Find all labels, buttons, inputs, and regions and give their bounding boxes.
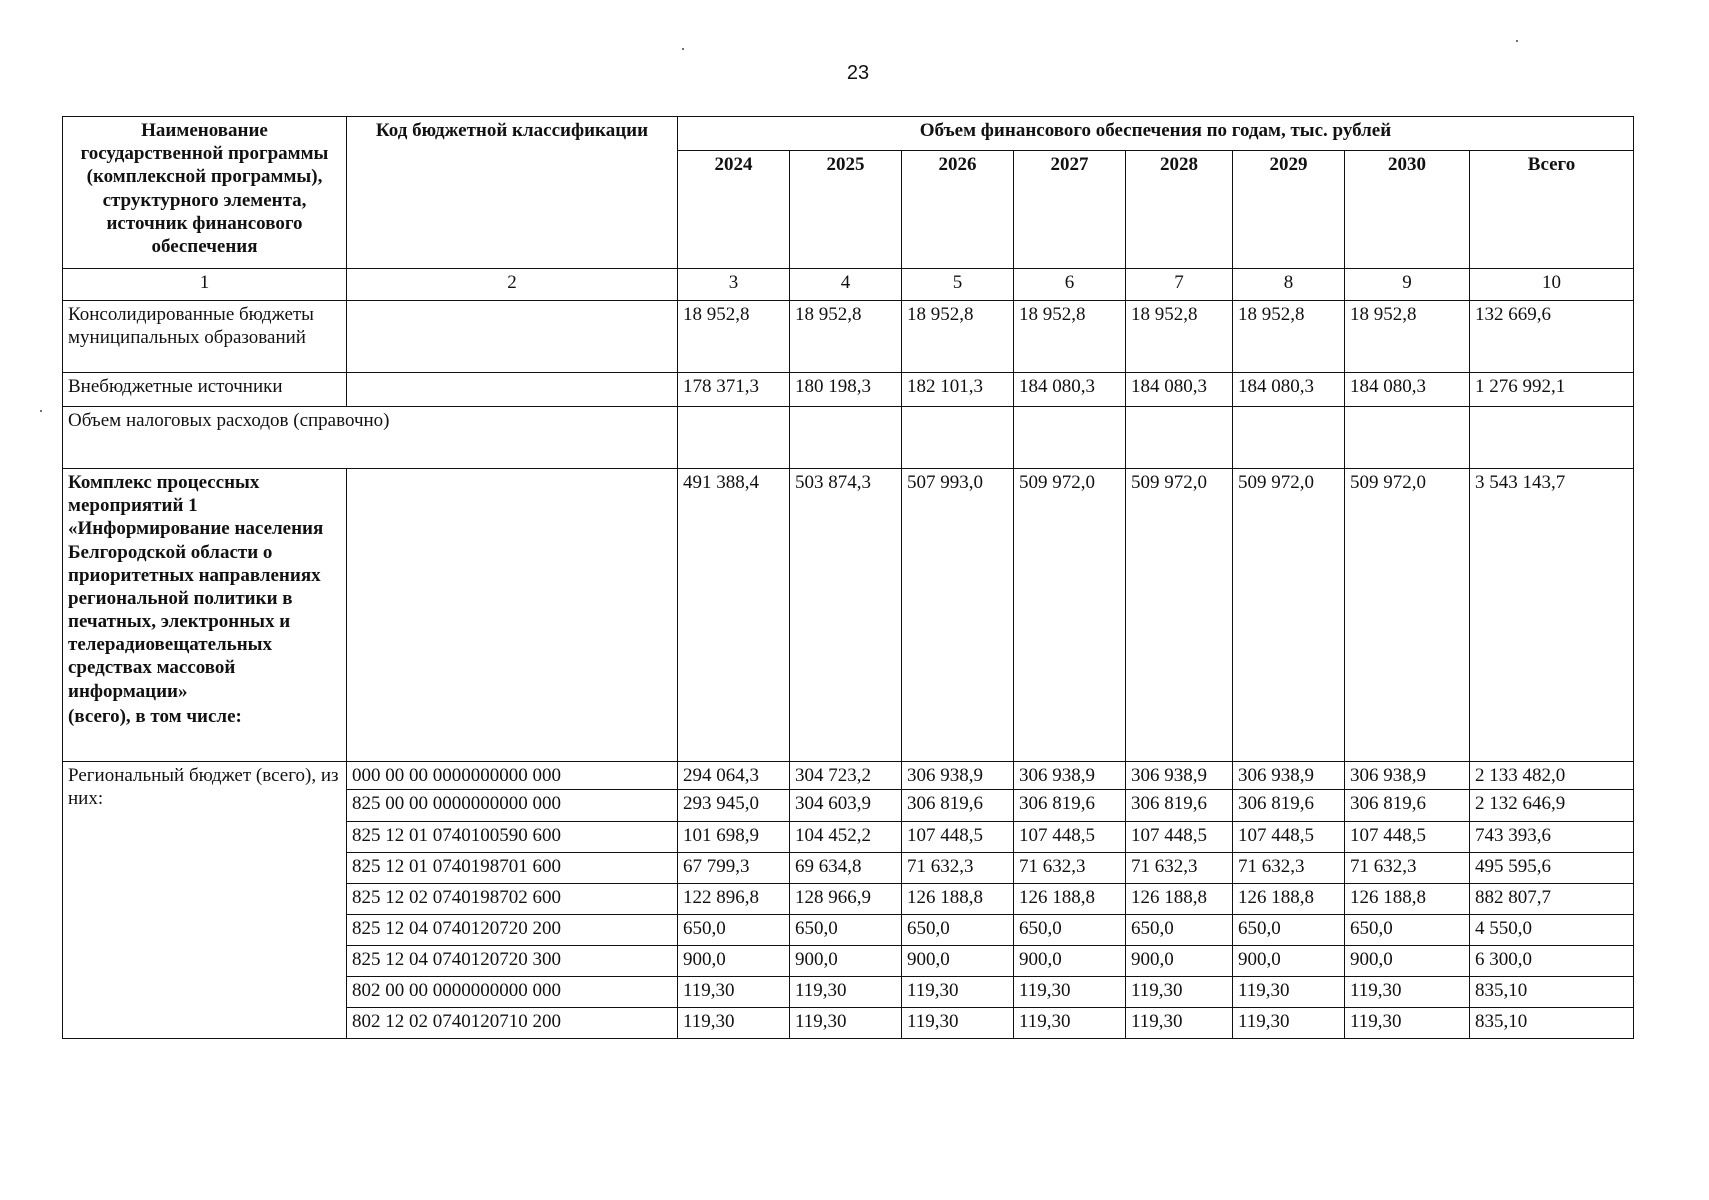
value-cell: 71 632,3 — [1126, 853, 1233, 884]
value-cell: 1 276 992,1 — [1470, 373, 1634, 407]
value-cell: 67 799,3 — [678, 853, 790, 884]
value-cell: 119,30 — [1233, 977, 1345, 1008]
year-header: 2030 — [1345, 151, 1470, 269]
budget-code: 825 12 01 0740100590 600 — [347, 822, 678, 853]
value-cell: 6 300,0 — [1470, 946, 1634, 977]
value-cell: 119,30 — [1014, 977, 1126, 1008]
value-cell: 306 819,6 — [1345, 790, 1470, 822]
scan-speck — [1516, 40, 1518, 42]
value-cell: 743 393,6 — [1470, 822, 1634, 853]
value-cell: 509 972,0 — [1345, 469, 1470, 762]
value-cell: 306 938,9 — [1233, 762, 1345, 790]
budget-code: 825 12 01 0740198701 600 — [347, 853, 678, 884]
value-cell: 306 819,6 — [902, 790, 1014, 822]
year-header: 2024 — [678, 151, 790, 269]
value-cell: 509 972,0 — [1233, 469, 1345, 762]
budget-code: 802 00 00 0000000000 000 — [347, 977, 678, 1008]
year-header: 2027 — [1014, 151, 1126, 269]
value-cell: 119,30 — [790, 977, 902, 1008]
value-cell: 900,0 — [1345, 946, 1470, 977]
value-cell: 119,30 — [1345, 977, 1470, 1008]
value-cell: 101 698,9 — [678, 822, 790, 853]
value-cell: 178 371,3 — [678, 373, 790, 407]
value-cell: 184 080,3 — [1014, 373, 1126, 407]
value-cell: 119,30 — [1345, 1008, 1470, 1039]
value-cell: 119,30 — [1126, 977, 1233, 1008]
column-number: 7 — [1126, 269, 1233, 301]
value-cell: 71 632,3 — [902, 853, 1014, 884]
value-cell: 304 603,9 — [790, 790, 902, 822]
value-cell: 293 945,0 — [678, 790, 790, 822]
scan-speck — [682, 48, 684, 50]
value-cell: 182 101,3 — [902, 373, 1014, 407]
value-cell: 507 993,0 — [902, 469, 1014, 762]
value-cell: 304 723,2 — [790, 762, 902, 790]
value-cell: 503 874,3 — [790, 469, 902, 762]
value-cell: 104 452,2 — [790, 822, 902, 853]
value-cell: 650,0 — [678, 915, 790, 946]
value-cell: 126 188,8 — [1345, 884, 1470, 915]
value-cell: 122 896,8 — [678, 884, 790, 915]
value-cell: 3 543 143,7 — [1470, 469, 1634, 762]
value-cell: 180 198,3 — [790, 373, 902, 407]
value-cell: 294 064,3 — [678, 762, 790, 790]
value-cell: 509 972,0 — [1014, 469, 1126, 762]
column-number: 10 — [1470, 269, 1634, 301]
budget-code: 825 12 02 0740198702 600 — [347, 884, 678, 915]
value-cell: 900,0 — [1014, 946, 1126, 977]
value-cell: 900,0 — [790, 946, 902, 977]
value-cell: 126 188,8 — [1233, 884, 1345, 915]
value-cell: 306 938,9 — [1126, 762, 1233, 790]
value-cell: 107 448,5 — [1233, 822, 1345, 853]
row-code — [347, 469, 678, 762]
complex-name — [63, 469, 347, 762]
empty-cell — [790, 407, 902, 469]
value-cell: 18 952,8 — [790, 301, 902, 373]
value-cell: 306 938,9 — [1014, 762, 1126, 790]
column-number: 4 — [790, 269, 902, 301]
row-name: Консолидированные бюджеты муниципальных образований — [63, 301, 347, 373]
empty-cell — [1470, 407, 1634, 469]
value-cell: 650,0 — [902, 915, 1014, 946]
value-cell: 126 188,8 — [1126, 884, 1233, 915]
value-cell: 900,0 — [1233, 946, 1345, 977]
value-cell: 184 080,3 — [1126, 373, 1233, 407]
year-header: 2026 — [902, 151, 1014, 269]
value-cell: 119,30 — [678, 1008, 790, 1039]
column-number: 1 — [63, 269, 347, 301]
value-cell: 882 807,7 — [1470, 884, 1634, 915]
budget-code: 825 00 00 0000000000 000 — [347, 790, 678, 822]
budget-code: 000 00 00 0000000000 000 — [347, 762, 678, 790]
row-name: Внебюджетные источники — [63, 373, 347, 407]
value-cell: 18 952,8 — [678, 301, 790, 373]
value-cell: 306 819,6 — [1014, 790, 1126, 822]
value-cell: 491 388,4 — [678, 469, 790, 762]
column-number: 2 — [347, 269, 678, 301]
value-cell: 18 952,8 — [1126, 301, 1233, 373]
value-cell: 306 819,6 — [1233, 790, 1345, 822]
value-cell: 900,0 — [678, 946, 790, 977]
value-cell: 107 448,5 — [1345, 822, 1470, 853]
budget-code: 825 12 04 0740120720 300 — [347, 946, 678, 977]
header-code: Код бюджетной классификации — [347, 117, 678, 269]
empty-cell — [678, 407, 790, 469]
value-cell: 119,30 — [678, 977, 790, 1008]
value-cell: 835,10 — [1470, 977, 1634, 1008]
value-cell: 184 080,3 — [1345, 373, 1470, 407]
row-code — [347, 301, 678, 373]
value-cell: 650,0 — [790, 915, 902, 946]
page-number: 23 — [846, 62, 870, 84]
value-cell: 128 966,9 — [790, 884, 902, 915]
value-cell: 126 188,8 — [1014, 884, 1126, 915]
budget-code: 802 12 02 0740120710 200 — [347, 1008, 678, 1039]
value-cell: 18 952,8 — [1345, 301, 1470, 373]
empty-cell — [1345, 407, 1470, 469]
value-cell: 306 938,9 — [902, 762, 1014, 790]
value-cell: 107 448,5 — [902, 822, 1014, 853]
complex-suffix: (всего), в том числе: — [68, 705, 242, 727]
value-cell: 119,30 — [1126, 1008, 1233, 1039]
value-cell: 509 972,0 — [1126, 469, 1233, 762]
value-cell: 2 132 646,9 — [1470, 790, 1634, 822]
value-cell: 71 632,3 — [1345, 853, 1470, 884]
value-cell: 184 080,3 — [1233, 373, 1345, 407]
value-cell: 71 632,3 — [1233, 853, 1345, 884]
empty-cell — [1233, 407, 1345, 469]
value-cell: 2 133 482,0 — [1470, 762, 1634, 790]
table-row — [63, 762, 1634, 790]
empty-cell — [902, 407, 1014, 469]
value-cell: 119,30 — [1014, 1008, 1126, 1039]
value-cell: 650,0 — [1126, 915, 1233, 946]
value-cell: 18 952,8 — [1233, 301, 1345, 373]
value-cell: 119,30 — [1233, 1008, 1345, 1039]
column-number: 3 — [678, 269, 790, 301]
financing-table — [62, 116, 1634, 1039]
value-cell: 119,30 — [902, 1008, 1014, 1039]
header-name: Наименование государственной программы (комплексной программы), структурного элемента, источник финансового обеспечения — [63, 117, 347, 269]
value-cell: 900,0 — [902, 946, 1014, 977]
value-cell: 4 550,0 — [1470, 915, 1634, 946]
value-cell: 835,10 — [1470, 1008, 1634, 1039]
column-number: 6 — [1014, 269, 1126, 301]
year-header: 2025 — [790, 151, 902, 269]
value-cell: 495 595,6 — [1470, 853, 1634, 884]
value-cell: 119,30 — [790, 1008, 902, 1039]
row-code — [347, 373, 678, 407]
year-header: 2028 — [1126, 151, 1233, 269]
year-header: 2029 — [1233, 151, 1345, 269]
value-cell: 650,0 — [1233, 915, 1345, 946]
value-cell: 306 819,6 — [1126, 790, 1233, 822]
total-header: Всего — [1470, 151, 1634, 269]
value-cell: 18 952,8 — [1014, 301, 1126, 373]
tax-note: Объем налоговых расходов (справочно) — [63, 407, 678, 469]
value-cell: 900,0 — [1126, 946, 1233, 977]
value-cell: 18 952,8 — [902, 301, 1014, 373]
empty-cell — [1126, 407, 1233, 469]
complex-title: Комплекс процессных мероприятий 1 «Информирование населения Белгородской области о приоритетных направлениях региональной политики в печатных, электронных и телерадиовещательных средствах массовой информации» — [68, 472, 324, 702]
value-cell: 119,30 — [902, 977, 1014, 1008]
value-cell: 650,0 — [1345, 915, 1470, 946]
value-cell: 69 634,8 — [790, 853, 902, 884]
column-number: 8 — [1233, 269, 1345, 301]
value-cell: 107 448,5 — [1014, 822, 1126, 853]
column-number: 5 — [902, 269, 1014, 301]
budget-code: 825 12 04 0740120720 200 — [347, 915, 678, 946]
value-cell: 132 669,6 — [1470, 301, 1634, 373]
value-cell: 650,0 — [1014, 915, 1126, 946]
header-volume: Объем финансового обеспечения по годам, тыс. рублей — [678, 117, 1634, 151]
value-cell: 71 632,3 — [1014, 853, 1126, 884]
scan-speck — [40, 410, 42, 412]
value-cell: 126 188,8 — [902, 884, 1014, 915]
regional-budget-label: Региональный бюджет (всего), из них: — [63, 762, 347, 1039]
empty-cell — [1014, 407, 1126, 469]
value-cell: 107 448,5 — [1126, 822, 1233, 853]
column-number: 9 — [1345, 269, 1470, 301]
value-cell: 306 938,9 — [1345, 762, 1470, 790]
